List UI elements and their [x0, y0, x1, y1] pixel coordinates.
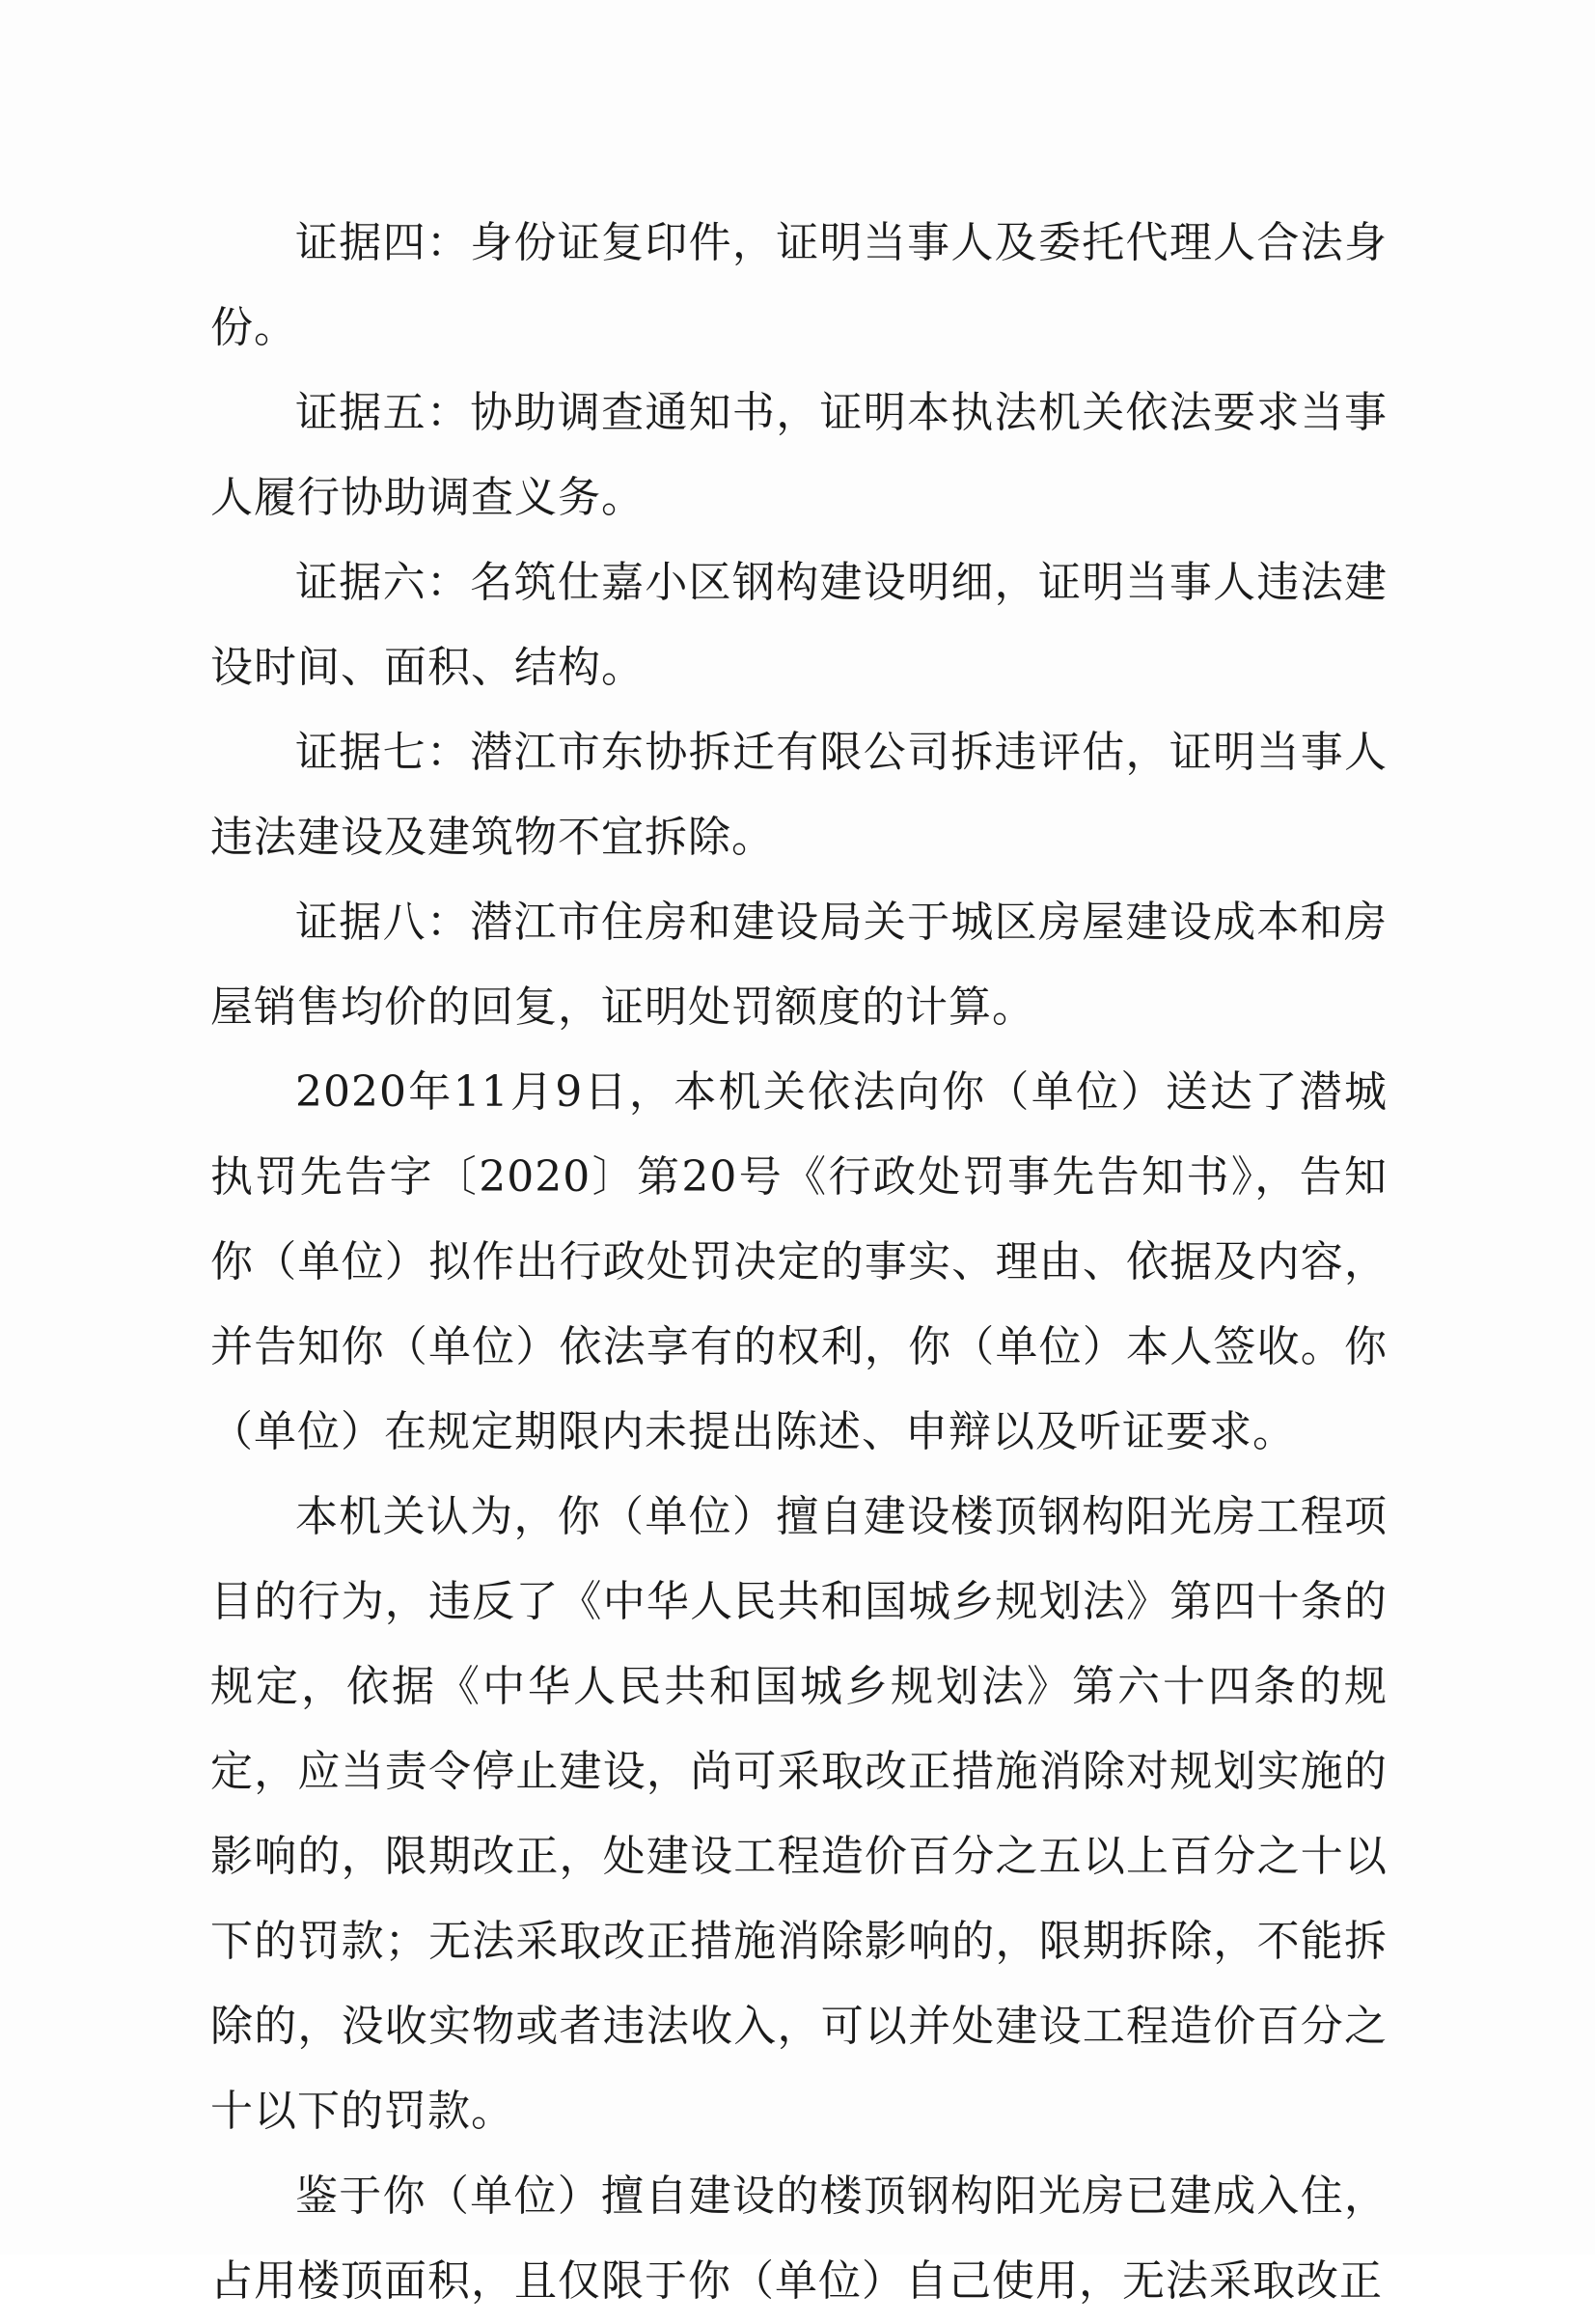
paragraph-notice-delivery: 2020年11月9日，本机关依法向你（单位）送达了潜城执罚先告字〔2020〕第20号《行政处罚事先告知书》，告知你（单位）拟作出行政处罚决定的事实、理由、依据及内容，并告知你（单位）依法享有的权利，你（单位）本人签收。你（单位）在规定期限内未提出陈述、申辩以及听证要求。 [210, 1067, 1388, 1456]
paragraph-evidence-6: 证据六：名筑仕嘉小区钢构建设明细，证明当事人违法建设时间、面积、结构。 [210, 558, 1388, 692]
paragraph-legal-basis: 本机关认为，你（单位）擅自建设楼顶钢构阳光房工程项目的行为，违反了《中华人民共和国城乡规划法》第四十条的规定，依据《中华人民共和国城乡规划法》第六十四条的规定，应当责令停止建设，尚可采取改正措施消除对规划实施的影响的，限期改正，处建设工程造价百分之五以上百分之十以下的罚款；无法采取改正措施消除影响的，限期拆除，不能拆除的，没收实物或者违法收入，可以并处建设工程造价百分之十以下的罚款。 [210, 1492, 1388, 2136]
paragraph-evidence-4: 证据四：身份证复印件，证明当事人及委托代理人合法身份。 [210, 218, 1388, 352]
paragraph-evidence-8: 证据八：潜江市住房和建设局关于城区房屋建设成本和房屋销售均价的回复，证明处罚额度的计算。 [210, 898, 1388, 1032]
paragraph-evidence-5: 证据五：协助调查通知书，证明本执法机关依法要求当事人履行协助调查义务。 [210, 388, 1388, 522]
paragraph-decision-start: 鉴于你（单位）擅自建设的楼顶钢构阳光房已建成入住，占用楼顶面积，且仅限于你（单位）自己使用，无法采取改正 [210, 2172, 1388, 2306]
document-body [210, 201, 1388, 2324]
paragraph-evidence-7: 证据七：潜江市东协拆迁有限公司拆违评估，证明当事人违法建设及建筑物不宜拆除。 [210, 728, 1388, 862]
